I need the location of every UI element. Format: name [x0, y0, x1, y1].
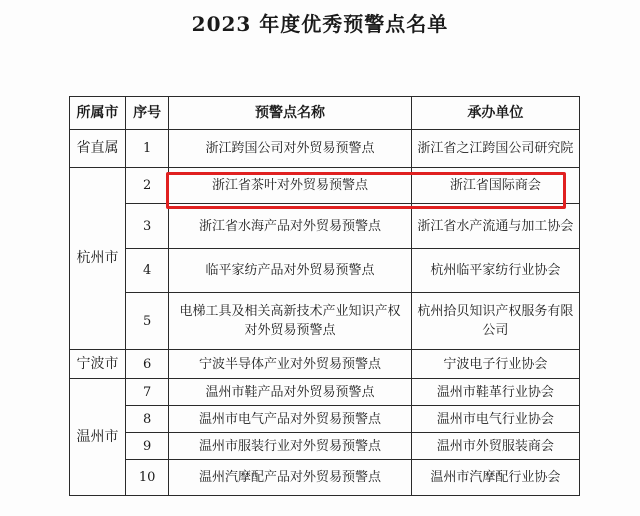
- index-cell: 8: [126, 406, 169, 433]
- table-row: [70, 204, 580, 249]
- table-row: [70, 293, 580, 350]
- organizer-cell: 温州市鞋革行业协会: [411, 379, 579, 406]
- index-cell: 6: [126, 350, 169, 379]
- table-row: [70, 460, 580, 496]
- table-row: [70, 130, 580, 168]
- name-cell: 温州汽摩配产品对外贸易预警点: [169, 460, 412, 496]
- page-bottom-edge: [0, 508, 640, 516]
- table-row: [70, 379, 580, 406]
- table-row: [70, 406, 580, 433]
- name-cell: 电梯工具及相关高新技术产业知识产权对外贸易预警点: [169, 293, 412, 350]
- organizer-cell: 浙江省国际商会: [411, 168, 579, 204]
- name-cell: 临平家纺产品对外贸易预警点: [169, 249, 412, 293]
- name-cell: 温州市鞋产品对外贸易预警点: [169, 379, 412, 406]
- name-cell: 浙江省茶叶对外贸易预警点: [169, 168, 412, 204]
- index-cell: 3: [126, 204, 169, 249]
- table-header-row: [70, 97, 580, 130]
- index-cell: 9: [126, 433, 169, 460]
- organizer-cell: 浙江省水产流通与加工协会: [411, 204, 579, 249]
- header-city: 所属市: [70, 97, 126, 130]
- organizer-cell: 温州市汽摩配行业协会: [411, 460, 579, 496]
- name-cell: 温州市电气产品对外贸易预警点: [169, 406, 412, 433]
- name-cell: 浙江省水海产品对外贸易预警点: [169, 204, 412, 249]
- name-cell: 浙江跨国公司对外贸易预警点: [169, 130, 412, 168]
- name-cell: 宁波半导体产业对外贸易预警点: [169, 350, 412, 379]
- index-cell: 2: [126, 168, 169, 204]
- table-row: [70, 433, 580, 460]
- header-organizer: 承办单位: [411, 97, 579, 130]
- organizer-cell: 杭州临平家纺行业协会: [411, 249, 579, 293]
- index-cell: 5: [126, 293, 169, 350]
- organizer-cell: 温州市电气行业协会: [411, 406, 579, 433]
- table-row: [70, 168, 580, 204]
- header-index: 序号: [126, 97, 169, 130]
- index-cell: 1: [126, 130, 169, 168]
- organizer-cell: 温州市外贸服装商会: [411, 433, 579, 460]
- organizer-cell: 杭州拾贝知识产权服务有限公司: [411, 293, 579, 350]
- document-title: 2023 年度优秀预警点名单: [191, 12, 449, 36]
- organizer-cell: 浙江省之江跨国公司研究院: [411, 130, 579, 168]
- city-cell: 省直属: [70, 130, 126, 168]
- index-cell: 4: [126, 249, 169, 293]
- table-row: [70, 350, 580, 379]
- city-cell: 宁波市: [70, 350, 126, 379]
- index-cell: 10: [126, 460, 169, 496]
- city-cell: 杭州市: [70, 168, 126, 350]
- table-row: [70, 249, 580, 293]
- warning-point-table: [69, 96, 580, 496]
- city-cell: 温州市: [70, 379, 126, 496]
- name-cell: 温州市服装行业对外贸易预警点: [169, 433, 412, 460]
- index-cell: 7: [126, 379, 169, 406]
- header-name: 预警点名称: [169, 97, 412, 130]
- organizer-cell: 宁波电子行业协会: [411, 350, 579, 379]
